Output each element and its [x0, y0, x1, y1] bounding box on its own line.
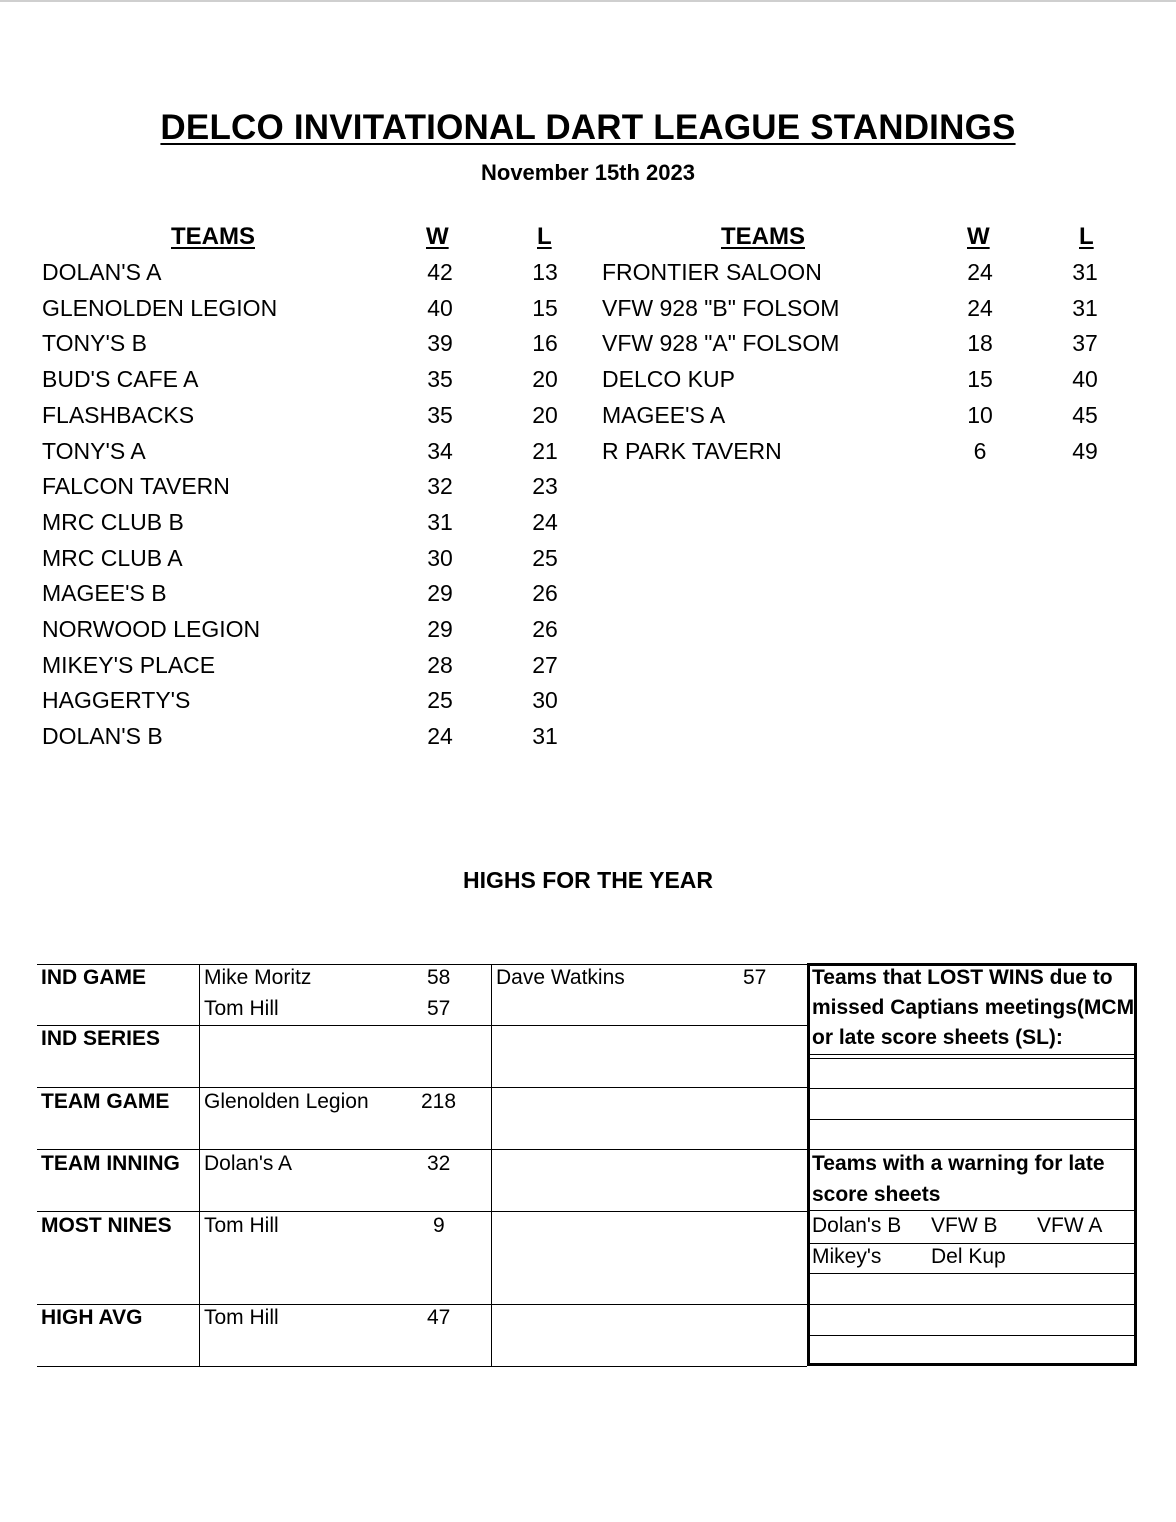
wins-left: 35 [427, 402, 453, 428]
wins-left: 31 [427, 509, 453, 535]
losses-left: 23 [532, 473, 558, 499]
grid-line [37, 964, 807, 965]
losses-left: 13 [532, 259, 558, 285]
grid-line [810, 1054, 1134, 1055]
ind-game-score-3: 57 [743, 966, 767, 989]
team-name-right: VFW 928 "A" FOLSOM [602, 330, 840, 356]
warning-team: VFW B [931, 1214, 998, 1237]
losses-right: 45 [1072, 402, 1098, 428]
wins-right: 6 [973, 438, 987, 464]
lost-wins-text-3: or late score sheets (SL): [812, 1026, 1063, 1049]
standings-date: November 15th 2023 [481, 160, 695, 185]
team-name-left: DOLAN'S B [42, 723, 163, 749]
team-name-right: DELCO KUP [602, 366, 735, 392]
grid-line [810, 1058, 1134, 1059]
team-name-left: NORWOOD LEGION [42, 616, 261, 642]
losses-left: 26 [532, 580, 558, 606]
lost-wins-text-1: Teams that LOST WINS due to [812, 966, 1113, 989]
most-nines-count: 9 [433, 1214, 445, 1237]
team-name-right: FRONTIER SALOON [602, 259, 822, 285]
team-name-left: MAGEE'S B [42, 580, 167, 606]
losses-left: 25 [532, 545, 558, 571]
losses-left: 21 [532, 438, 558, 464]
losses-left: 26 [532, 616, 558, 642]
losses-left: 24 [532, 509, 558, 535]
team-name-left: GLENOLDEN LEGION [42, 295, 278, 321]
team-inning-score: 32 [427, 1152, 451, 1175]
team-name-left: BUD'S CAFE A [42, 366, 199, 392]
grid-line [37, 1211, 807, 1212]
wins-left: 29 [427, 616, 453, 642]
grid-line [37, 1025, 807, 1026]
grid-line [810, 1210, 1134, 1211]
wins-left: 32 [427, 473, 453, 499]
grid-line [810, 1088, 1134, 1089]
grid-line [810, 1243, 1134, 1244]
ind-game-score-1: 58 [427, 966, 451, 989]
team-name-left: MRC CLUB A [42, 545, 183, 571]
top-border [0, 0, 1176, 2]
grid-line [37, 1149, 807, 1150]
warning-team: VFW A [1037, 1214, 1103, 1237]
wins-left: 29 [427, 580, 453, 606]
losses-right: 37 [1072, 330, 1098, 356]
grid-line [810, 1273, 1134, 1274]
team-name-left: MIKEY'S PLACE [42, 652, 216, 678]
grid-line [810, 1335, 1134, 1336]
wins-left: 30 [427, 545, 453, 571]
losses-left: 20 [532, 366, 558, 392]
losses-header-left: L [537, 223, 552, 250]
wins-left: 40 [427, 295, 453, 321]
warning-team: Mikey's [812, 1245, 882, 1268]
grid-line [491, 964, 492, 1366]
most-nines-label: MOST NINES [41, 1214, 172, 1237]
ind-game-player-3: Dave Watkins [496, 966, 625, 989]
wins-left: 35 [427, 366, 453, 392]
high-avg-label: HIGH AVG [41, 1306, 143, 1329]
losses-left: 15 [532, 295, 558, 321]
losses-right: 31 [1072, 259, 1098, 285]
wins-left: 42 [427, 259, 453, 285]
most-nines-player: Tom Hill [204, 1214, 279, 1237]
wins-header-left: W [426, 223, 449, 250]
teams-header-left: TEAMS [171, 223, 255, 250]
grid-line [37, 1087, 807, 1088]
grid-line [810, 1119, 1134, 1120]
losses-left: 30 [532, 687, 558, 713]
warning-team: Del Kup [931, 1245, 1006, 1268]
team-game-score: 218 [421, 1090, 457, 1113]
team-name-right: MAGEE'S A [602, 402, 726, 428]
ind-series-label: IND SERIES [41, 1027, 161, 1050]
high-avg-value: 47 [427, 1306, 451, 1329]
wins-header-right: W [967, 223, 990, 250]
grid-line [810, 1304, 1134, 1305]
wins-left: 34 [427, 438, 453, 464]
high-avg-player: Tom Hill [204, 1306, 279, 1329]
team-name-left: HAGGERTY'S [42, 687, 191, 713]
losses-left: 20 [532, 402, 558, 428]
wins-left: 28 [427, 652, 453, 678]
losses-left: 31 [532, 723, 558, 749]
losses-header-right: L [1079, 223, 1094, 250]
lost-wins-text-2: missed Captians meetings(MCM [812, 996, 1134, 1019]
wins-right: 18 [967, 330, 993, 356]
team-name-left: DOLAN'S A [42, 259, 162, 285]
wins-right: 15 [967, 366, 993, 392]
grid-line [810, 1149, 1134, 1150]
highs-title: HIGHS FOR THE YEAR [462, 867, 714, 893]
team-name-right: VFW 928 "B" FOLSOM [602, 295, 840, 321]
losses-right: 40 [1072, 366, 1098, 392]
team-name-left: FLASHBACKS [42, 402, 195, 428]
wins-right: 10 [967, 402, 993, 428]
wins-left: 25 [427, 687, 453, 713]
team-name-left: MRC CLUB B [42, 509, 184, 535]
team-game-team: Glenolden Legion [204, 1090, 369, 1113]
grid-line [37, 1304, 807, 1305]
team-name-left: FALCON TAVERN [42, 473, 230, 499]
losses-right: 31 [1072, 295, 1098, 321]
losses-left: 16 [532, 330, 558, 356]
losses-right: 49 [1072, 438, 1098, 464]
warning-team: Dolan's B [812, 1214, 902, 1237]
grid-line [37, 1366, 807, 1367]
wins-left: 24 [427, 723, 453, 749]
wins-left: 39 [427, 330, 453, 356]
team-name-left: TONY'S A [42, 438, 146, 464]
wins-right: 24 [967, 295, 993, 321]
team-inning-label: TEAM INNING [41, 1152, 180, 1175]
losses-left: 27 [532, 652, 558, 678]
grid-line [199, 964, 200, 1366]
ind-game-player-2: Tom Hill [204, 997, 279, 1020]
ind-game-player-1: Mike Moritz [204, 966, 312, 989]
ind-game-score-2: 57 [427, 997, 451, 1020]
team-inning-team: Dolan's A [204, 1152, 293, 1175]
page-title: DELCO INVITATIONAL DART LEAGUE STANDINGS [160, 108, 1016, 147]
wins-right: 24 [967, 259, 993, 285]
team-name-left: TONY'S B [42, 330, 147, 356]
team-name-right: R PARK TAVERN [602, 438, 782, 464]
warning-text-1: Teams with a warning for late [812, 1152, 1105, 1175]
ind-game-label: IND GAME [41, 966, 146, 989]
teams-header-right: TEAMS [721, 223, 805, 250]
warning-text-2: score sheets [812, 1183, 941, 1206]
team-game-label: TEAM GAME [41, 1090, 170, 1113]
